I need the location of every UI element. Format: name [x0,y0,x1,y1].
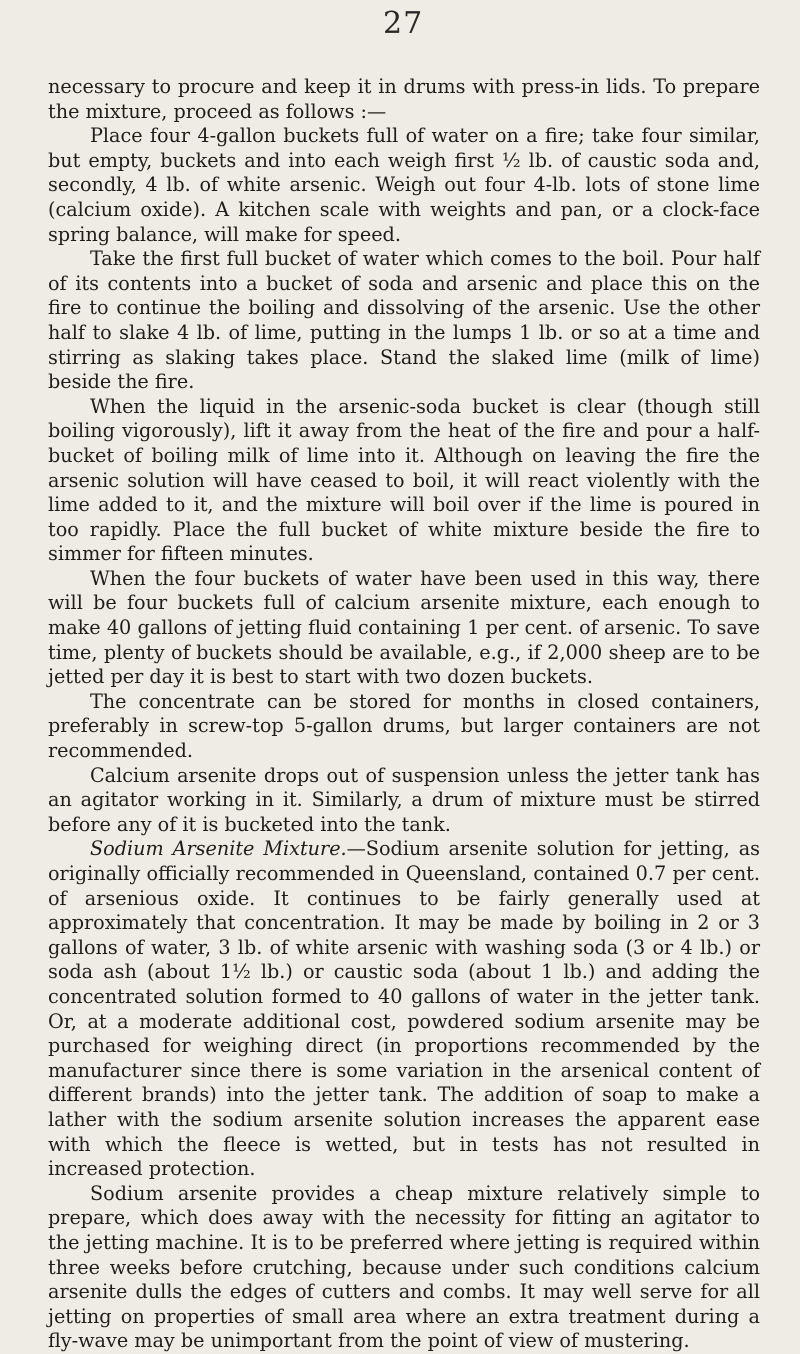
paragraph-8 [48,837,760,1181]
paragraph-4: When the liquid in the arsenic-soda bucket is clear (though still boiling vigorously), lift it away from the heat of the fire and pour a half-bucket of boiling milk of lime into it. Although on leaving the fire the arsenic solution will have ceased to boil, it will react violently with the lime added to it, and the mixture will boil over if the lime is poured in too rapidly. Place the full bucket of white mixture beside the fire to simmer for fifteen minutes. [48,394,760,566]
paragraph-5: When the four buckets of water have been used in this way, there will be four buckets full of calcium arsenite mixture, each enough to make 40 gallons of jetting fluid containing 1 per cent. of arsenic. To save time, plenty of buckets should be available, e.g., if 2,000 sheep are to be jetted per day it is best to start with two dozen buckets. [48,566,760,689]
paragraph-7: Calcium arsenite drops out of suspension unless the jetter tank has an agitator working in it. Similarly, a drum of mixture must be stirred before any of it is bucketed into the tank. [48,763,760,836]
paragraph-3: Take the first full bucket of water which comes to the boil. Pour half of its contents into a bucket of soda and arsenic and place this on the fire to continue the boiling and dissolving of the arsenic. Use the other half to slake 4 lb. of lime, putting in the lumps 1 lb. or so at a time and stirring as slaking takes place. Stand the slaked lime (milk of lime) beside the fire. [48,247,760,394]
paragraph-9: Sodium arsenite provides a cheap mixture relatively simple to prepare, which does away with the necessity for fitting an agitator to the jetting machine. It is to be preferred where jetting is required within three weeks before crutching, because under such conditions calcium arsenite dulls the edges of cutters and combs. It may well serve for all jetting on properties of small area where an extra treatment during a fly-wave may be unimportant from the point of view of mustering. [48,1181,760,1353]
section-heading-sodium-arsenite: Sodium Arsenite Mixture. [90,837,347,861]
paragraph-6: The concentrate can be stored for months in closed containers, preferably in screw-top 5-gallon drums, but larger containers are not recommended. [48,689,760,763]
paragraph-1: necessary to procure and keep it in drums with press-in lids. To prepare the mixture, proceed as follows :— [48,75,760,123]
paragraph-2: Place four 4-gallon buckets full of water on a fire; take four similar, but empty, buckets and into each weigh first ½ lb. of caustic soda and, secondly, 4 lb. of white arsenic. Weigh out four 4-lb. lots of stone lime (calcium oxide). A kitchen scale with weights and pan, or a clock-face spring balance, will make for speed. [48,124,760,246]
body-text [48,75,760,1354]
page-number: 27 [383,6,424,41]
paragraph-8-text: —Sodium arsenite solution for jetting, as originally officially recommended in Queensland, contained 0.7 per cent. of arsenious oxide. It continues to be fairly generally used at approximately that concentration. It may be made by boiling in 2 or 3 gallons of water, 3 lb. of white arsenic with washing soda (3 or 4 lb.) or soda ash (about 1½ lb.) or caustic soda (about 1 lb.) and adding the concentrated solution formed to 40 gallons of water in the jetter tank. Or, at a moderate additional cost, powdered sodium arsenite may be purchased for weighing direct (in proportions recommended by the manufacturer since there is some variation in the arsenical content of different brands) into the jetter tank. The addition of soap to make a lather with the sodium arsenite solution increases the apparent ease with which the fleece is wetted, but in tests has not resulted in increased protection. [48,837,760,1181]
